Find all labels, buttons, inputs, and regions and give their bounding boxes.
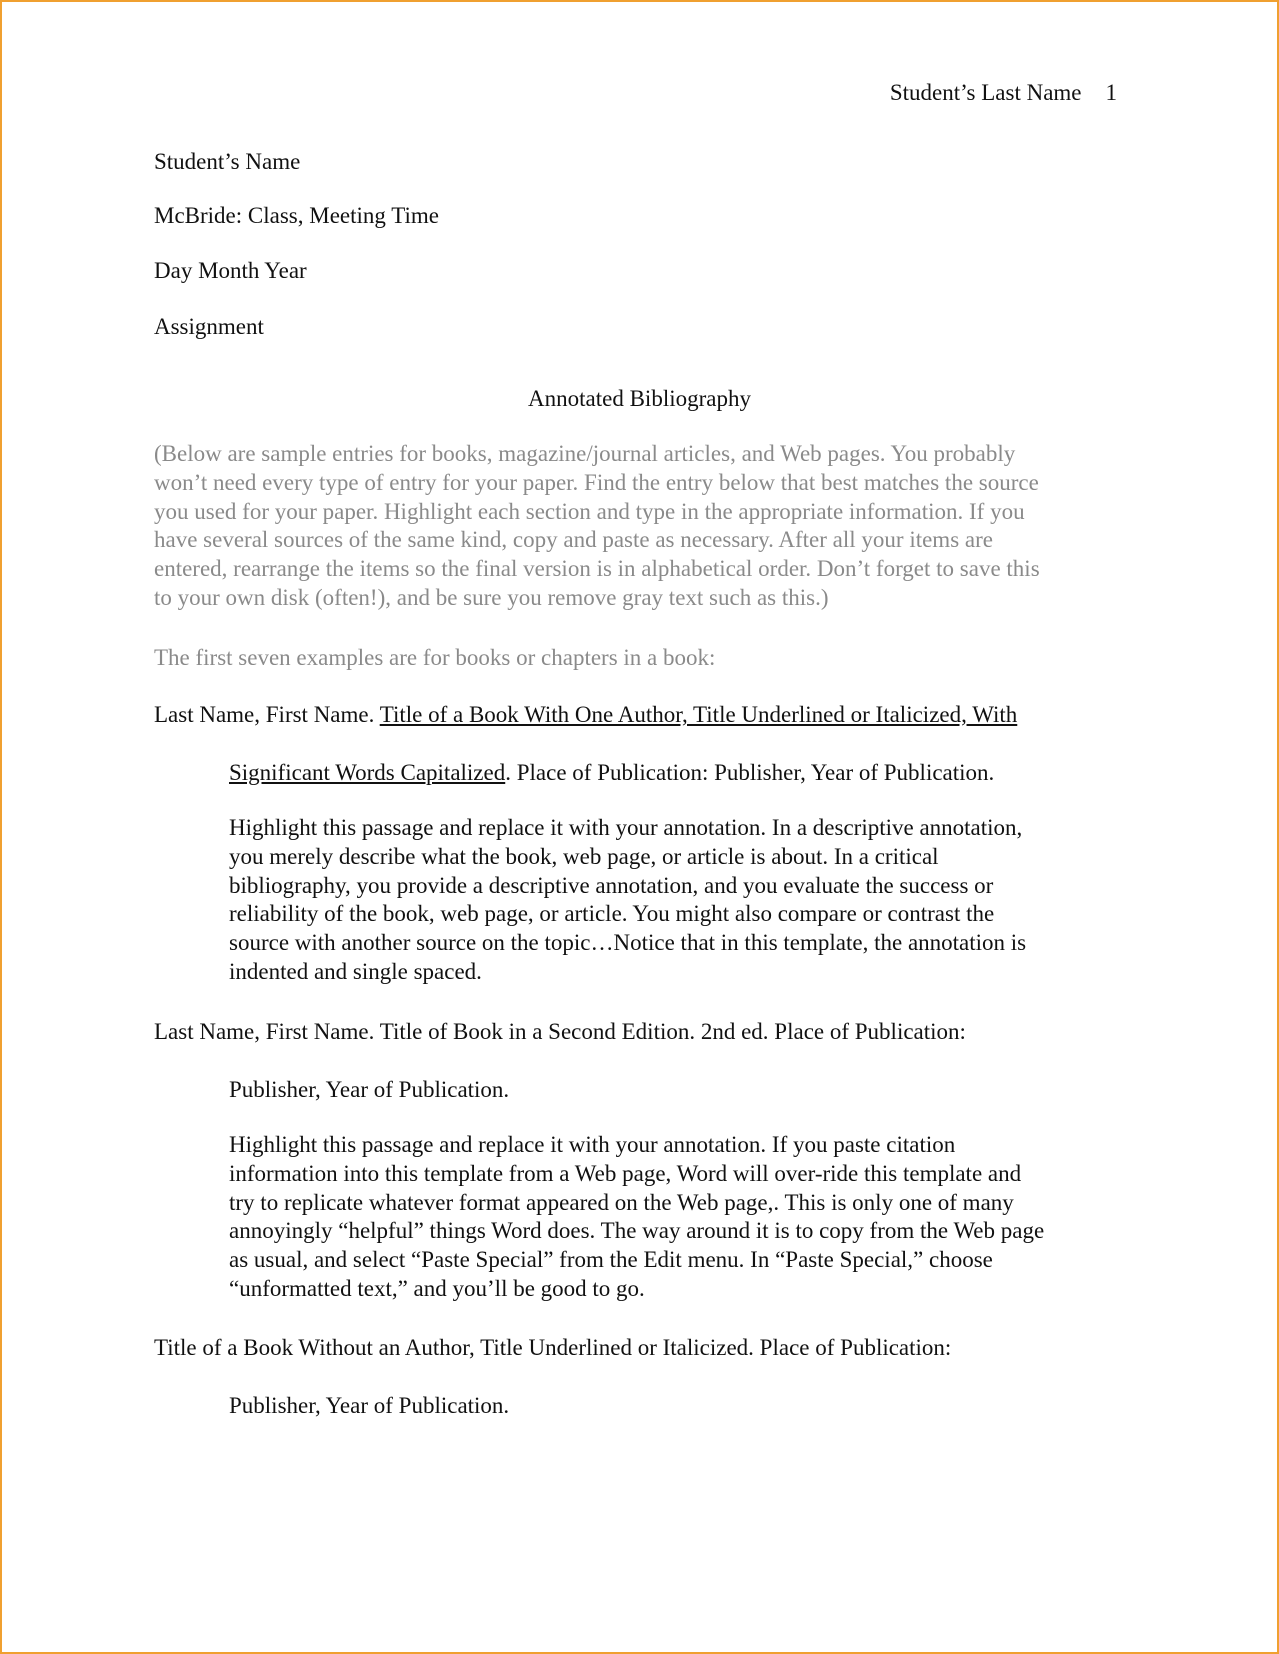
entry-1-title-part2: Significant Words Capitalized bbox=[229, 760, 506, 785]
document-title: Annotated Bibliography bbox=[528, 386, 751, 411]
books-intro: The first seven examples are for books or chapters in a book: bbox=[154, 645, 716, 670]
entry-2-annotation: Highlight this passage and replace it with your annotation. If you paste citation information into this template from a Web page, Word will over-ride this template and try to replicate whatever format appeared on the Web page,. This is only one of many annoyingly “helpful” things Word does. The way around it is to copy from the Web page as usual, and select “Paste Special” from the Edit menu. In “Paste Special,” choose “unformatted text,” and you’ll be good to go. bbox=[229, 1132, 1045, 1301]
running-head-text: Student’s Last Name bbox=[889, 80, 1082, 105]
entry-3-citation-line1: Title of a Book Without an Author, Title Underlined or Italicized. Place of Publication: bbox=[154, 1335, 952, 1360]
date-line: Day Month Year bbox=[154, 258, 307, 283]
student-name: Student’s Name bbox=[154, 149, 301, 174]
entry-3-citation-line2: Publisher, Year of Publication. bbox=[229, 1393, 510, 1418]
class-line: McBride: Class, Meeting Time bbox=[154, 203, 439, 228]
entry-1-citation-line1 bbox=[154, 700, 1017, 729]
entry-1-citation-line2 bbox=[229, 758, 994, 787]
entry-1-title-part1: Title of a Book With One Author, Title Underlined or Italicized, With bbox=[379, 702, 1018, 727]
entry-2-citation-line1: Last Name, First Name. Title of Book in a Second Edition. 2nd ed. Place of Publication: bbox=[154, 1019, 966, 1044]
entry-1-author: Last Name, First Name. bbox=[154, 702, 380, 727]
assignment-line: Assignment bbox=[154, 314, 264, 339]
entry-2-citation-line2: Publisher, Year of Publication. bbox=[229, 1077, 510, 1102]
running-header bbox=[890, 78, 1117, 107]
entry-1-publication: . Place of Publication: Publisher, Year of Publication. bbox=[505, 760, 995, 785]
instructions-paragraph: (Below are sample entries for books, magazine/journal articles, and Web pages. You probably won’t need every type of entry for your paper. Find the entry below that best matches the source you used for your paper. Highlight each section and type in the appropriate information. If you have several sources of the same kind, copy and paste as necessary. After all your items are entered, rearrange the items so the final version is in alphabetical order. Don’t forget to save this to your own disk (often!), and be sure you remove gray text such as this.) bbox=[154, 441, 1040, 610]
page-number: 1 bbox=[1105, 80, 1117, 105]
entry-1-annotation: Highlight this passage and replace it with your annotation. In a descriptive annotation, you merely describe what the book, web page, or article is about. In a critical bibliography, you provide a descriptive annotation, and you evaluate the success or reliability of the book, web page, or article. You might also compare or contrast the source with another source on the topic…Notice that in this template, the annotation is indented and single spaced. bbox=[229, 815, 1027, 984]
